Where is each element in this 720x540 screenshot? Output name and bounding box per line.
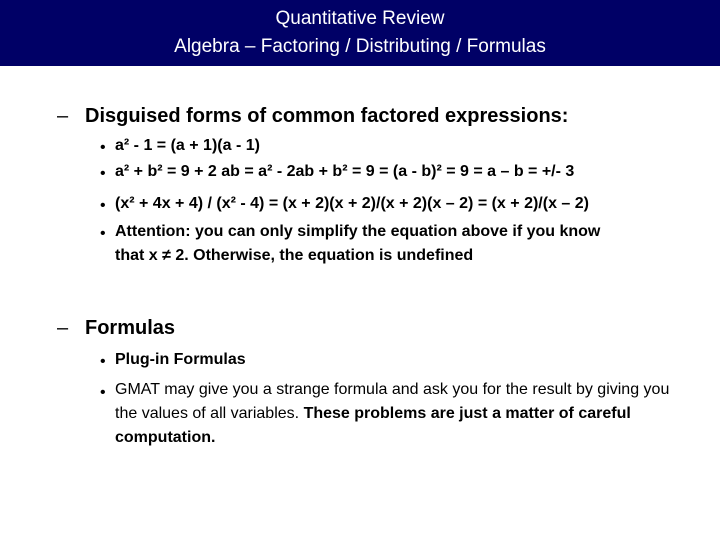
bullet-icon: • (100, 225, 106, 242)
list-item-continued: that x ≠ 2. Otherwise, the equation is undefined (115, 247, 474, 264)
list-item: a² + b² = 9 + 2 ab = a² - 2ab + b² = 9 = (a - b)² = 9 = a – b = +/- 3 (115, 163, 575, 180)
slide-subtitle: Algebra – Factoring / Distributing / Formulas (174, 36, 546, 57)
slide-title: Quantitative Review (275, 8, 445, 29)
list-item: Plug-in Formulas (115, 351, 246, 368)
list-item: Attention: you can only simplify the equation above if you know (115, 223, 601, 240)
bullet-icon: • (100, 197, 106, 214)
bullet-icon: • (100, 139, 106, 156)
bullet-icon: • (100, 384, 106, 401)
section-heading: Disguised forms of common factored expressions: (85, 105, 569, 127)
list-item (115, 378, 680, 450)
bullet-icon: • (100, 353, 106, 370)
list-item-emphasis: These problems are just a matter of careful computation. (115, 405, 631, 446)
list-item: a² - 1 = (a + 1)(a - 1) (115, 137, 260, 154)
bullet-icon: • (100, 165, 106, 182)
section-marker: – (57, 317, 69, 339)
title-bar (0, 0, 720, 66)
section-marker: – (57, 105, 69, 127)
section-heading: Formulas (85, 317, 176, 339)
list-item: (x² + 4x + 4) / (x² - 4) = (x + 2)(x + 2)/(x + 2)(x – 2) = (x + 2)/(x – 2) (115, 195, 589, 212)
list-item-text: GMAT may give you a strange formula and ask you for the result by giving you the values of all variables. (115, 381, 670, 422)
